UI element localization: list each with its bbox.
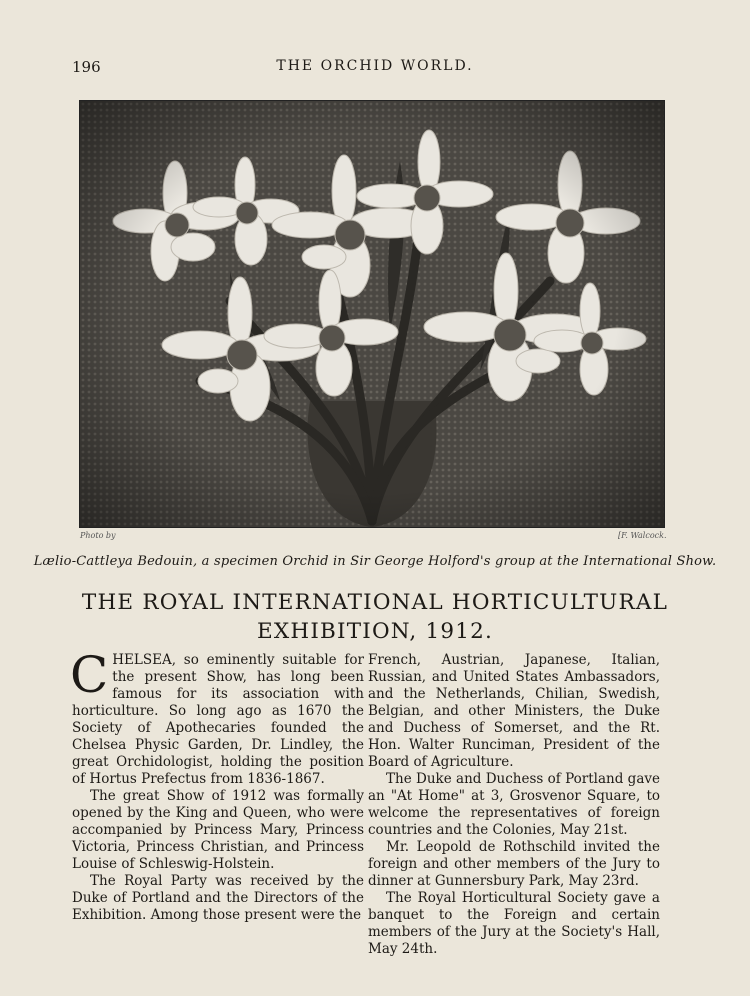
text-column-left xyxy=(70,646,364,924)
title-line-2: EXHIBITION, 1912. xyxy=(256,619,494,644)
photo-credit-label: Photo by xyxy=(80,531,116,540)
caption-plant-name: Lælio-Cattleya Bedouin, xyxy=(33,554,198,569)
text-column-right xyxy=(368,652,660,958)
paragraph: The Royal Horticultural Society gave a banquet to the Foreign and certain members of the Jury at the Society's Hall, May 24th. xyxy=(368,890,660,957)
photo-credit-name: [F. Walcock. xyxy=(618,531,667,540)
paragraph xyxy=(70,646,364,788)
orchid-illustration xyxy=(80,101,664,527)
article-title xyxy=(40,588,710,646)
paragraph: Mr. Leopold de Rothschild invited the foreign and other members of the Jury to dinner at Gunnersbury Park, May 23rd. xyxy=(368,839,660,889)
orchid-photograph xyxy=(79,100,665,528)
page-number: 196 xyxy=(72,58,101,76)
paragraph: The Royal Party was received by the Duke of Portland and the Directors of the Exhibition. Among those present were the xyxy=(72,873,364,923)
paragraph-text: HELSEA, so eminently suitable for the present Show, has long been famous for its association with horticulture. So long ago as 1670 the Society of Apothecaries founded the Chelsea Physic Garden, Dr. Lindley, the great Orchidologist, holding the position of Hortus Prefectus from 1836-1867. xyxy=(72,652,364,787)
running-head: THE ORCHID WORLD. xyxy=(276,58,474,74)
paragraph: The great Show of 1912 was formally opened by the King and Queen, who were accompanied by Princess Mary, Princess Victoria, Princess Christian, and Princess Louise of Schleswig-Holstein. xyxy=(72,788,364,872)
caption-text: a specimen Orchid in Sir George Holford's group at the International Show. xyxy=(197,554,717,569)
paragraph: The Duke and Duchess of Portland gave an "At Home" at 3, Grosvenor Square, to welcome the representatives of foreign countries and the Colonies, May 21st. xyxy=(368,771,660,838)
figure-caption xyxy=(0,554,750,569)
title-line-1: THE ROYAL INTERNATIONAL HORTICULTURAL xyxy=(81,590,669,615)
paragraph: French, Austrian, Japanese, Italian, Russian, and United States Ambassadors, and the Netherlands, Chilian, Swedish, Belgian, and other Ministers, the Duke and Duchess of Somerset, and the Rt. Hon. Walter Runciman, President of the Board of Agriculture. xyxy=(368,652,660,770)
drop-cap: C xyxy=(70,646,109,704)
